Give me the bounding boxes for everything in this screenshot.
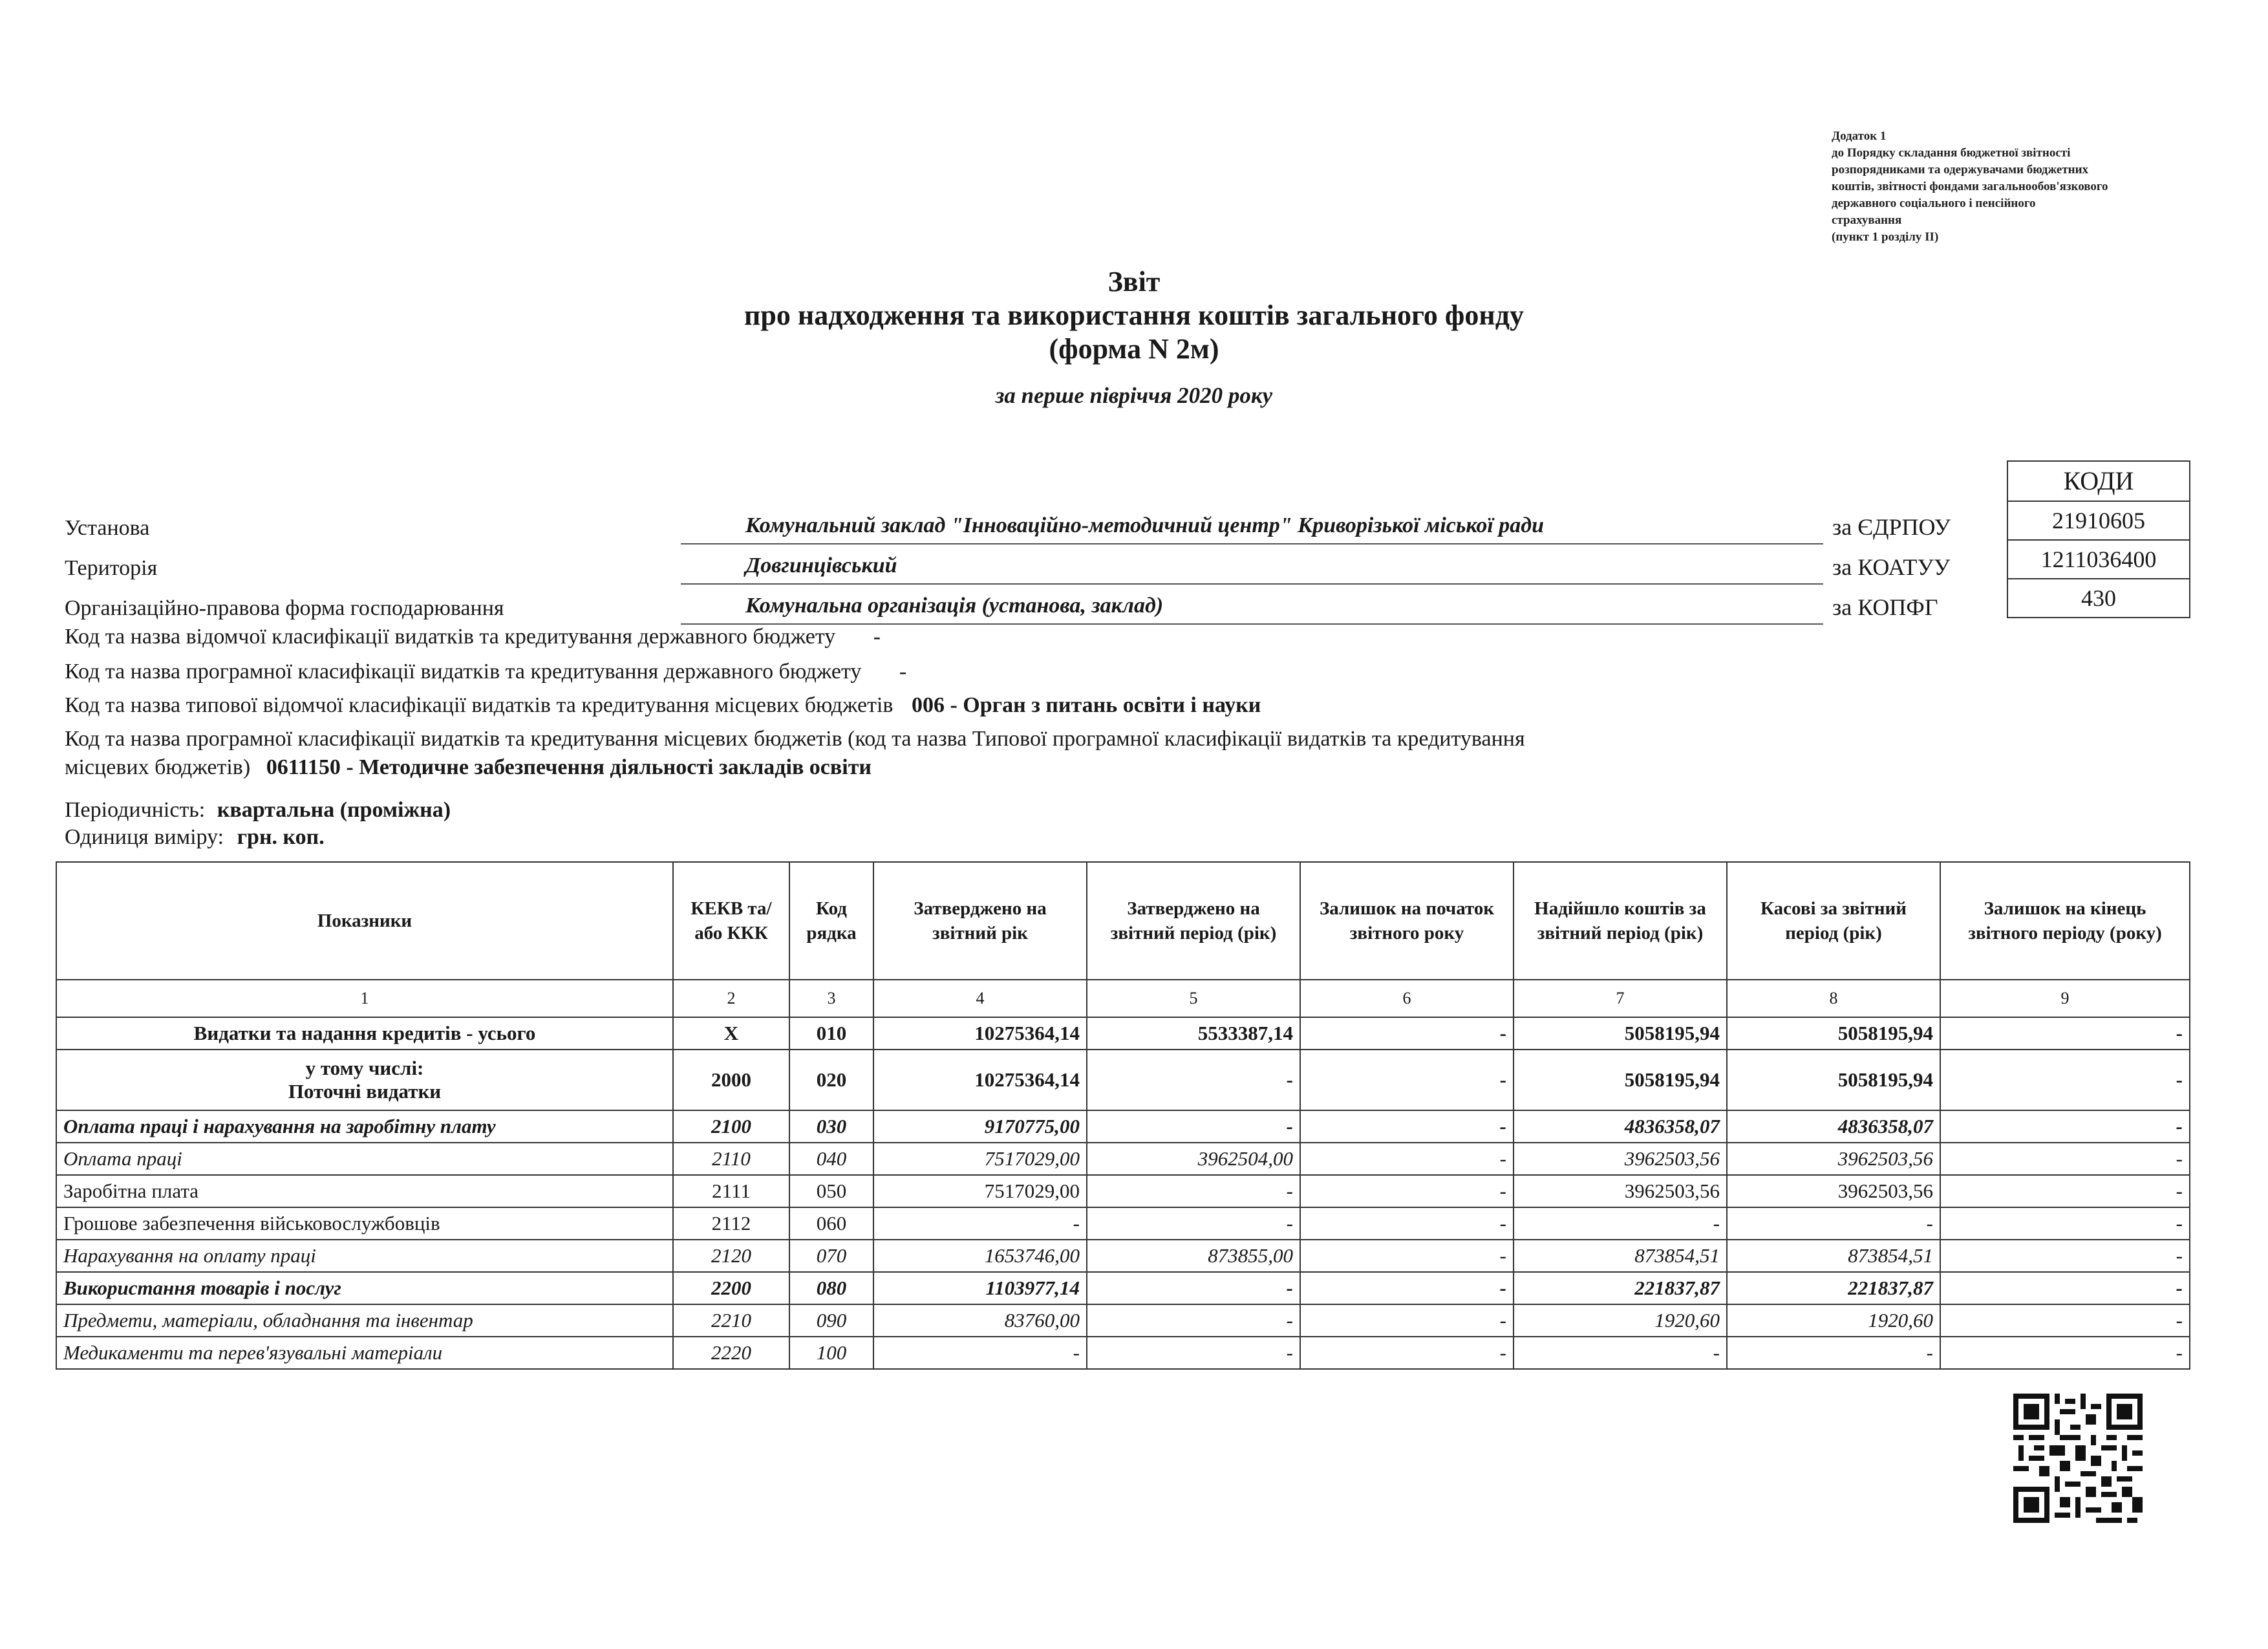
table-header-row [56, 862, 2190, 980]
header-approved-period: Затверджено на звітний період (рік) [1087, 862, 1300, 980]
table-row [56, 1143, 2190, 1175]
row-name [56, 1050, 673, 1110]
row-code: 020 [789, 1050, 873, 1110]
legal-form-label: Організаційно-правова форма господарювання [65, 596, 504, 620]
row-received: 3962503,56 [1514, 1143, 1727, 1175]
row-code: 030 [789, 1110, 873, 1143]
prog-state-line [65, 660, 906, 684]
row-cash: 3962503,56 [1727, 1143, 1940, 1175]
qr-code-icon [2013, 1394, 2143, 1526]
kopfg-label: за КОПФГ [1832, 594, 1938, 620]
row-name: Нарахування на оплату праці [56, 1240, 673, 1272]
column-number: 7 [1514, 980, 1727, 1017]
row-balance-end: - [1940, 1304, 2190, 1337]
row-name: Видатки та надання кредитів - усього [56, 1017, 673, 1050]
unit-line [65, 825, 325, 850]
row-received: 3962503,56 [1514, 1175, 1727, 1207]
row-cash: 4836358,07 [1727, 1110, 1940, 1143]
row-cash: - [1727, 1207, 1940, 1240]
typical-local-value: 006 - Орган з питань освіти і науки [911, 693, 1261, 717]
row-received: 1920,60 [1514, 1304, 1727, 1337]
row-balance-start: - [1300, 1337, 1514, 1369]
row-kekv: 2210 [673, 1304, 789, 1337]
row-approved-year: 1103977,14 [873, 1272, 1087, 1304]
row-approved-year: 10275364,14 [873, 1050, 1087, 1110]
header-indicators: Показники [56, 862, 673, 980]
row-received: 5058195,94 [1514, 1017, 1727, 1050]
row-approved-year: 9170775,00 [873, 1110, 1087, 1143]
row-code: 090 [789, 1304, 873, 1337]
column-number-row [56, 980, 2190, 1017]
title-line-2: про надходження та використання коштів загального фонду [744, 299, 1524, 331]
appendix-line: страхування [1832, 213, 1902, 227]
row-balance-start: - [1300, 1207, 1514, 1240]
institution-row [65, 504, 1951, 544]
prog-state-value: - [899, 660, 907, 684]
edrpou-code: 21910605 [2008, 502, 2189, 541]
row-balance-end: - [1940, 1272, 2190, 1304]
row-approved-period: - [1087, 1050, 1300, 1110]
row-balance-start: - [1300, 1110, 1514, 1143]
codes-header: КОДИ [2008, 462, 2189, 502]
territory-row [65, 544, 1951, 585]
table-row [56, 1050, 2190, 1110]
row-balance-start: - [1300, 1304, 1514, 1337]
table-row [56, 1304, 2190, 1337]
prog-local-line-1: Код та назва програмної класифікації видатків та кредитування місцевих бюджетів (код та назва Типової програмної класифікації видатків та кредитування [65, 727, 1525, 751]
row-balance-end: - [1940, 1240, 2190, 1272]
header-balance-end: Залишок на кінець звітного періоду (року) [1940, 862, 2190, 980]
table-row [56, 1017, 2190, 1050]
table-row [56, 1110, 2190, 1143]
header-received: Надійшло коштів за звітний період (рік) [1514, 862, 1727, 980]
row-balance-end: - [1940, 1175, 2190, 1207]
row-balance-end: - [1940, 1207, 2190, 1240]
row-name: Використання товарів і послуг [56, 1272, 673, 1304]
row-balance-end: - [1940, 1337, 2190, 1369]
row-name: Оплата праці [56, 1143, 673, 1175]
header-kekv: КЕКВ та/або ККК [673, 862, 789, 980]
periodicity-value: квартальна (проміжна) [217, 798, 451, 822]
prog-state-label: Код та назва програмної класифікації видатків та кредитування державного бюджету [65, 660, 862, 684]
row-balance-end: - [1940, 1017, 2190, 1050]
row-balance-end: - [1940, 1110, 2190, 1143]
row-kekv: X [673, 1017, 789, 1050]
territory-label: Територія [65, 556, 158, 580]
legal-form-row [65, 585, 1938, 625]
koatuu-label: за КОАТУУ [1832, 554, 1951, 580]
legal-form-value: Комунальна організація (установа, заклад) [681, 588, 1823, 625]
row-name-line-2: Поточні видатки [288, 1080, 442, 1103]
row-code: 010 [789, 1017, 873, 1050]
row-code: 040 [789, 1143, 873, 1175]
row-name: Медикаменти та перев'язувальні матеріали [56, 1337, 673, 1369]
row-received: - [1514, 1207, 1727, 1240]
row-balance-start: - [1300, 1017, 1514, 1050]
koatuu-code: 1211036400 [2008, 541, 2189, 579]
table-row [56, 1175, 2190, 1207]
table-row [56, 1337, 2190, 1369]
row-cash: - [1727, 1337, 1940, 1369]
row-name: Оплата праці і нарахування на заробітну плату [56, 1110, 673, 1143]
row-approved-year: - [873, 1337, 1087, 1369]
row-balance-end: - [1940, 1143, 2190, 1175]
row-name: Предмети, матеріали, обладнання та інвентар [56, 1304, 673, 1337]
row-cash: 873854,51 [1727, 1240, 1940, 1272]
edrpou-label: за ЄДРПОУ [1832, 514, 1951, 540]
column-number: 1 [56, 980, 673, 1017]
codes-box [2007, 460, 2190, 618]
column-number: 4 [873, 980, 1087, 1017]
row-cash: 3962503,56 [1727, 1175, 1940, 1207]
header-cash: Касові за звітний період (рік) [1727, 862, 1940, 980]
row-approved-period: - [1087, 1175, 1300, 1207]
dept-state-label: Код та назва відомчої класифікації видатків та кредитування державного бюджету [65, 625, 836, 649]
row-kekv: 2000 [673, 1050, 789, 1110]
row-balance-start: - [1300, 1272, 1514, 1304]
dept-state-value: - [873, 625, 881, 649]
row-received: 4836358,07 [1514, 1110, 1727, 1143]
row-approved-period: - [1087, 1272, 1300, 1304]
row-cash: 5058195,94 [1727, 1017, 1940, 1050]
row-cash: 5058195,94 [1727, 1050, 1940, 1110]
institution-value: Комунальний заклад "Інноваційно-методичний центр" Криворізької міської ради [681, 508, 1823, 544]
appendix-line: Додаток 1 [1832, 129, 1887, 143]
row-cash: 221837,87 [1727, 1272, 1940, 1304]
row-name: Грошове забезпечення військовослужбовців [56, 1207, 673, 1240]
row-approved-period: 5533387,14 [1087, 1017, 1300, 1050]
unit-label: Одиниця виміру: [65, 825, 224, 849]
typical-local-line [65, 693, 1261, 718]
row-kekv: 2100 [673, 1110, 789, 1143]
row-balance-end: - [1940, 1050, 2190, 1110]
table-row [56, 1240, 2190, 1272]
row-approved-period: - [1087, 1110, 1300, 1143]
row-cash: 1920,60 [1727, 1304, 1940, 1337]
prog-local-line-2 [65, 755, 872, 780]
row-kekv: 2110 [673, 1143, 789, 1175]
prog-local-value: 0611150 - Методичне забезпечення діяльності закладів освіти [266, 755, 872, 779]
header-approved-year: Затверджено на звітний рік [873, 862, 1087, 980]
row-received: 221837,87 [1514, 1272, 1727, 1304]
appendix-line: розпорядниками та одержувачами бюджетних [1832, 163, 2089, 177]
row-approved-period: 873855,00 [1087, 1240, 1300, 1272]
row-approved-period: - [1087, 1304, 1300, 1337]
column-number: 6 [1300, 980, 1514, 1017]
column-number: 8 [1727, 980, 1940, 1017]
row-code: 080 [789, 1272, 873, 1304]
dept-state-line [65, 625, 881, 649]
header-row-code: Код рядка [789, 862, 873, 980]
institution-label: Установа [65, 516, 150, 540]
row-approved-period: 3962504,00 [1087, 1143, 1300, 1175]
table-row [56, 1272, 2190, 1304]
row-received: 873854,51 [1514, 1240, 1727, 1272]
title-line-3: (форма N 2м) [1049, 333, 1219, 365]
row-approved-year: 7517029,00 [873, 1175, 1087, 1207]
row-received: - [1514, 1337, 1727, 1369]
report-table [56, 861, 2190, 1370]
row-approved-year: 1653746,00 [873, 1240, 1087, 1272]
row-code: 100 [789, 1337, 873, 1369]
header-balance-start: Залишок на початок звітного року [1300, 862, 1514, 980]
row-balance-start: - [1300, 1175, 1514, 1207]
periodicity-label: Періодичність: [65, 798, 206, 822]
kopfg-code: 430 [2081, 585, 2116, 611]
periodicity-line [65, 798, 451, 823]
typical-local-label: Код та назва типової відомчої класифікації видатків та кредитування місцевих бюджетів [65, 693, 893, 717]
row-approved-period: - [1087, 1337, 1300, 1369]
row-approved-period: - [1087, 1207, 1300, 1240]
row-name-line-1: у тому числі: [305, 1057, 424, 1079]
row-approved-year: 10275364,14 [873, 1017, 1087, 1050]
row-approved-year: - [873, 1207, 1087, 1240]
row-kekv: 2220 [673, 1337, 789, 1369]
column-number: 9 [1940, 980, 2190, 1017]
appendix-line: до Порядку складання бюджетної звітності [1832, 146, 2071, 160]
row-code: 070 [789, 1240, 873, 1272]
appendix-line: (пункт 1 розділу ІІ) [1832, 230, 1939, 244]
row-name: Заробітна плата [56, 1175, 673, 1207]
row-balance-start: - [1300, 1050, 1514, 1110]
appendix-line: коштів, звітності фондами загальнообов'язкового [1832, 180, 2108, 193]
unit-value: грн. коп. [237, 825, 325, 849]
row-code: 060 [789, 1207, 873, 1240]
appendix-line: державного соціального і пенсійного [1832, 197, 2036, 210]
row-approved-year: 7517029,00 [873, 1143, 1087, 1175]
row-kekv: 2111 [673, 1175, 789, 1207]
row-received: 5058195,94 [1514, 1050, 1727, 1110]
table-row [56, 1207, 2190, 1240]
row-balance-start: - [1300, 1143, 1514, 1175]
prog-local-label-end: місцевих бюджетів) [65, 755, 251, 779]
row-kekv: 2112 [673, 1207, 789, 1240]
appendix-note [1832, 128, 2194, 246]
title-line-1: Звіт [1107, 266, 1161, 297]
report-title [0, 265, 2268, 409]
column-number: 5 [1087, 980, 1300, 1017]
territory-value: Довгинцівський [681, 548, 1823, 585]
row-balance-start: - [1300, 1240, 1514, 1272]
row-code: 050 [789, 1175, 873, 1207]
column-number: 2 [673, 980, 789, 1017]
report-period: за перше півріччя 2020 року [995, 383, 1273, 408]
row-kekv: 2120 [673, 1240, 789, 1272]
row-kekv: 2200 [673, 1272, 789, 1304]
row-approved-year: 83760,00 [873, 1304, 1087, 1337]
column-number: 3 [789, 980, 873, 1017]
